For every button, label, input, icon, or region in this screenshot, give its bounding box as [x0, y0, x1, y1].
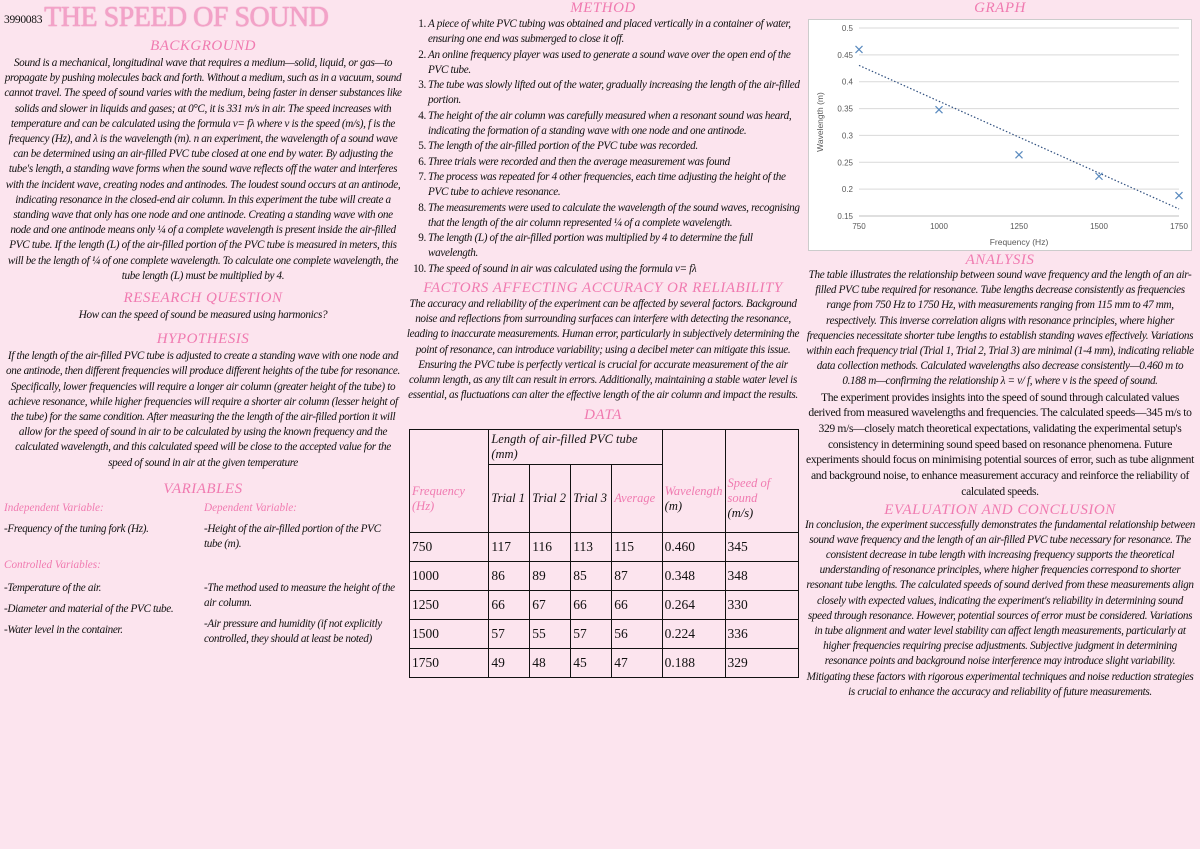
col-frequency: Frequency (Hz): [410, 465, 489, 533]
y-tick-label: 0.25: [837, 158, 853, 168]
factors-text: The accuracy and reliability of the experiment can be affected by several factors. Background noise and reflections from surrounding surfaces can interfere with detecting the resonance, leading to inaccurate measurements. Human error, particularly in subjectively determining the point of resonance, can introduce variability; using a decibel meter can mitigate this issue. Ensuring the PVC tube is perfectly vertical is crucial for accurate measurement of the air column length, as any tilt can result in errors. Additionally, maintaining a stable water level is essential, as fluctuations can alter the effective length of the air column and impact the results.: [406, 298, 800, 402]
analysis-heading: ANALYSIS: [965, 252, 1035, 268]
controlled-variable: -Water level in the container.: [4, 623, 123, 636]
method-step: 1. A piece of white PVC tubing was obtained and placed vertically in a container of water, ensuring one end was submerged to close it off.: [418, 18, 791, 46]
col-average: Average: [612, 465, 662, 533]
controlled-variables-left: [4, 558, 200, 647]
table-row: 1750 49 48 45 47 0.188 329: [410, 649, 799, 678]
method-steps: [406, 17, 800, 277]
independent-variable-label: Independent Variable:: [4, 501, 104, 514]
student-id: 3990083: [4, 14, 43, 26]
dependent-variable-label: Dependent Variable:: [204, 501, 297, 514]
y-tick-label: 0.5: [841, 24, 853, 33]
independent-variable-block: [4, 501, 200, 552]
controlled-variables-label: Controlled Variables:: [4, 558, 101, 571]
controlled-variables-right: [204, 573, 400, 647]
method-step: 8. The measurements were used to calculate the wavelength of the sound waves, recognising that the length of the air column represented ¼ of a complete wavelength.: [418, 201, 800, 229]
y-tick-label: 0.15: [837, 212, 853, 221]
y-tick-label: 0.35: [837, 104, 853, 114]
x-tick-label: 1500: [1090, 222, 1108, 231]
x-tick-label: 1750: [1170, 222, 1188, 231]
data-point: [1096, 173, 1103, 180]
evaluation-text: In conclusion, the experiment successfully demonstrates the fundamental relationship between sound wave frequency and the length of an air-filled PVC tube necessary for resonance. The consistent decrease in tube length with increasing frequency supports the theoretical understanding of resonance principles, where higher frequencies correspond to shorter resonant tube lengths. The calculated speeds of sound derived from these measurements align closely with expected values, indicating the experiment's reliability in determining sound speed through resonance. However, potential sources of error must be considered. Variations in tube alignment and water level stability can affect length measurements, particularly at higher frequencies requiring precise adjustments. Subjective judgment in determining resonance points and background noise interference may introduce slight variability. Mitigating these factors with rigorous experimental techniques and noise reduction strategies is crucial to enhance the accuracy and reliability of future measurements.: [805, 518, 1195, 698]
col-trial2: Trial 2: [530, 465, 571, 533]
method-step: 2. An online frequency player was used to generate a sound wave over the open end of the PVC tube.: [418, 48, 791, 76]
right-column: [804, 0, 1196, 700]
col-trial1: Trial 1: [489, 465, 530, 533]
research-question-text: How can the speed of sound be measured using harmonics?: [78, 309, 328, 322]
middle-column: [406, 0, 800, 678]
data-heading: DATA: [584, 407, 622, 424]
method-heading: METHOD: [570, 0, 636, 16]
group-header: Length of air-filled PVC tube (mm): [489, 430, 662, 465]
scatter-chart: [808, 19, 1192, 251]
method-step: 5. The length of the air-filled portion of the PVC tube was recorded.: [418, 140, 698, 153]
controlled-variable: -Temperature of the air.: [4, 581, 102, 594]
variables-heading: VARIABLES: [163, 480, 243, 497]
y-tick-label: 0.4: [841, 77, 853, 87]
table-row: 1000 86 89 85 87 0.348 348: [410, 562, 799, 591]
trendline: [859, 65, 1179, 209]
method-step: 7. The process was repeated for 4 other frequencies, each time adjusting the height of the PVC tube to achieve resonance.: [418, 170, 786, 199]
method-step: 6. Three trials were recorded and then the average measurement was found: [418, 155, 730, 168]
hypothesis-text: If the length of the air-filled PVC tube is adjusted to create a standing wave with one node and one antinode, then different frequencies will produce different heights of the tube for resonance. Specifically, lower frequencies will require a longer air column (greater height of the tube) to achieve resonance, while higher frequencies will require a shorter air column (lesser height of the tube) for the same condition. After measuring the the length of the air-filled portion it will allow for the speed of sound in air to be calculated by using the known frequency and the calculated wavelength, and this calculated speed will be close to the accepted value for the speed of sound in air at the given temperature: [6, 350, 400, 469]
table-row: 750 117 116 113 115 0.460 345: [410, 533, 799, 562]
dependent-variable-block: [204, 501, 400, 552]
table-header-row: [410, 465, 799, 533]
data-table: [409, 429, 799, 678]
dependent-variable: -Height of the air-filled portion of the PVC tube (m).: [204, 522, 381, 550]
x-tick-label: 750: [852, 222, 866, 231]
background-heading: BACKGROUND: [150, 38, 256, 54]
analysis-text-2: The experiment provides insights into the speed of sound through calculated values derived from measured wavelengths and frequencies. The calculated speeds—345 m/s to 329 m/s—closely match theoretical expectations, validating the experimental setup's consistency in determining sound speed based on resonance phenomena. Future experiments should focus on minimising potential sources of error, such as tube alignment and background noise, to enhance measurement accuracy and reinforce the reliability of calculated speeds.: [806, 390, 1194, 498]
y-tick-label: 0.45: [837, 50, 853, 60]
table-row: 1250 66 67 66 66 0.264 330: [410, 591, 799, 620]
poster-header: [4, 0, 402, 36]
analysis-text: The table illustrates the relationship between sound wave frequency and the length of an air-filled PVC tube required for resonance. Tube lengths decrease consistently as frequencies range from 750 Hz to 1750 Hz, with measurements ranging from 115 mm to 47 mm, respectively. This inverse correlation aligns with resonance principles, where higher frequencies necessitate shorter tube lengths to establish standing waves effectively. Variations within each frequency trial (Trial 1, Trial 2, Trial 3) are minimal (1-4 mm), indicating reliable data collection methods. Calculated wavelengths also decrease consistently—0.460 m to 0.188 m—confirming the relationship λ = v/ f, where v is the speed of sound.: [806, 269, 1194, 388]
data-point: [1016, 151, 1023, 158]
table-row: 1500 57 55 57 56 0.224 336: [410, 620, 799, 649]
method-step: 10. The speed of sound in air was calculated using the formula v= fλ: [413, 262, 697, 275]
y-tick-label: 0.2: [841, 185, 853, 195]
background-text: Sound is a mechanical, longitudinal wave that requires a medium—solid, liquid, or gas—to propagate by pushing molecules back and forth. Without a medium, such as in a vacuum, sound cannot travel. The speed of sound varies with the medium, being faster in denser substances like solids and slower in liquids and gases; at 0°C, it is 331 m/s in air. The speed increases with temperature and can be calculated using the formula v= fλ where v is the speed (m/s), f is the frequency (Hz), and λ is the wavelength (m). n an experiment, the wavelength of a sound wave can be determined using an air-filled PVC tube closed at one end by water. By adjusting the tube's length, a standing wave forms when the sound wave reflects off the water and interferes with the incident wave, creating nodes and antinodes. The loudest sound occurs at an antinode, indicating resonance in the closed-end air column. In this experiment the tube will create a standing wave that only has one node and one antinode. Creating a standing wave with one node and one antinode means only ¼ of a complete wavelength is present inside the air-filled PVC tube. If the length (L) of the air-filled portion of the PVC tube is measured in meters, this will be the length of ¼ of one complete wavelength. To calculate one complete wavelength, the tube length (L) must be multiplied by 4.: [4, 57, 402, 282]
data-point: [936, 106, 943, 113]
col-speed: Speed of sound (m/s): [725, 465, 798, 533]
y-tick-label: 0.3: [841, 131, 853, 141]
research-question-heading: RESEARCH QUESTION: [123, 290, 283, 307]
method-step: 9. The length (L) of the air-filled portion was multiplied by 4 to determine the full wavelength.: [418, 232, 753, 260]
hypothesis-heading: HYPOTHESIS: [156, 331, 250, 348]
evaluation-heading: EVALUATION AND CONCLUSION: [884, 501, 1116, 518]
left-column: [4, 0, 402, 647]
x-tick-label: 1250: [1010, 222, 1028, 231]
independent-variable: -Frequency of the tuning fork (Hz).: [4, 522, 149, 535]
graph-heading: GRAPH: [974, 0, 1026, 16]
data-point: [856, 46, 863, 53]
table-header-row: [410, 430, 799, 465]
factors-heading: FACTORS AFFECTING ACCURACY OR RELIABILITY: [423, 280, 783, 297]
method-step: 3. The tube was slowly lifted out of the water, gradually increasing the length of the air-filled portion.: [418, 79, 800, 107]
y-axis-title: Wavelength (m): [815, 92, 825, 152]
poster-title: THE SPEED OF SOUND: [44, 2, 329, 33]
col-trial3: Trial 3: [571, 465, 612, 533]
method-step: 4. The height of the air column was carefully measured when a resonant sound was heard, indicating the formation of a standing wave with one node and one antinode.: [418, 109, 792, 138]
x-axis-title: Frequency (Hz): [989, 237, 1049, 247]
controlled-variable: -Diameter and material of the PVC tube.: [4, 602, 174, 615]
controlled-variable: -Air pressure and humidity (if not explicitly controlled, they should at least be noted): [204, 617, 382, 645]
x-tick-label: 1000: [930, 222, 948, 231]
chart-svg: [809, 20, 1193, 252]
controlled-variable: -The method used to measure the height of the air column.: [204, 581, 395, 609]
data-point: [1176, 192, 1183, 199]
variables-grid: [4, 501, 402, 647]
col-wavelength: Wavelength (m): [662, 465, 725, 533]
